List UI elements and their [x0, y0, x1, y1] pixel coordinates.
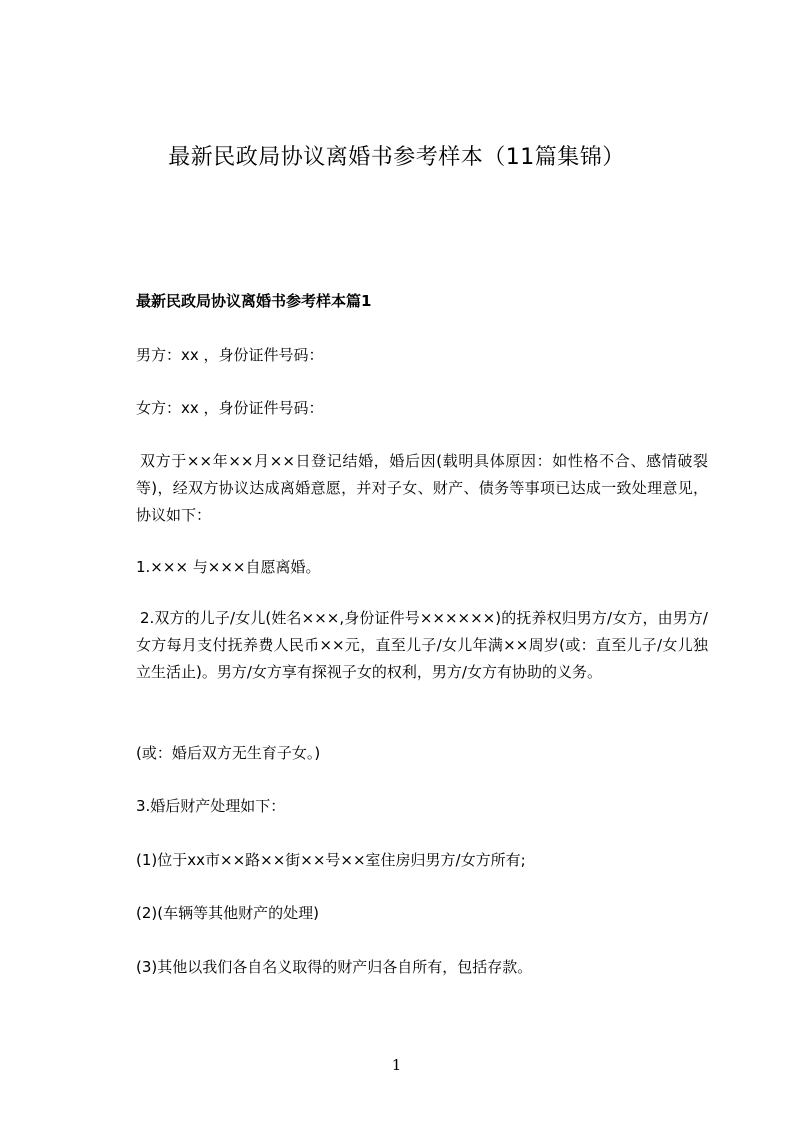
- woman-id-line: 女方：xx ，身份证件号码：: [136, 399, 324, 417]
- document-title: 最新民政局协议离婚书参考样本（11篇集锦）: [168, 145, 625, 170]
- clause-3-item-2: (2)(车辆等其他财产的处理): [136, 904, 319, 922]
- clause-2-alternative: (或：婚后双方无生育子女。): [136, 744, 321, 762]
- man-id-line: 男方：xx ，身份证件号码：: [136, 346, 324, 364]
- clause-2: 2.双方的儿子/女儿(姓名×××,身份证件号××××××)的抚养权归男方/女方，由男方/女方每月支付抚养费人民币××元，直至儿子/女儿年满××周岁(或：直至儿子/女儿独立生活止)。男方/女方享有探视子女的权利，男方/女方有协助的义务。: [136, 609, 708, 681]
- page-number: 1: [391, 1056, 402, 1074]
- clause-3: 3.婚后财产处理如下：: [136, 797, 286, 815]
- clause-1: 1.××× 与×××自愿离婚。: [136, 558, 321, 576]
- section-heading: 最新民政局协议离婚书参考样本篇1: [136, 292, 372, 310]
- clause-3-item-3: (3)其他以我们各自名义取得的财产归各自所有，包括存款。: [136, 958, 533, 976]
- clause-3-item-1: (1)位于xx市××路××街××号××室住房归男方/女方所有;: [136, 851, 526, 869]
- intro-paragraph: 双方于××年××月××日登记结婚，婚后因(载明具体原因：如性格不合、感情破裂等)，经双方协议达成离婚意愿，并对子女、财产、债务等事项已达成一致处理意见，协议如下：: [136, 452, 708, 524]
